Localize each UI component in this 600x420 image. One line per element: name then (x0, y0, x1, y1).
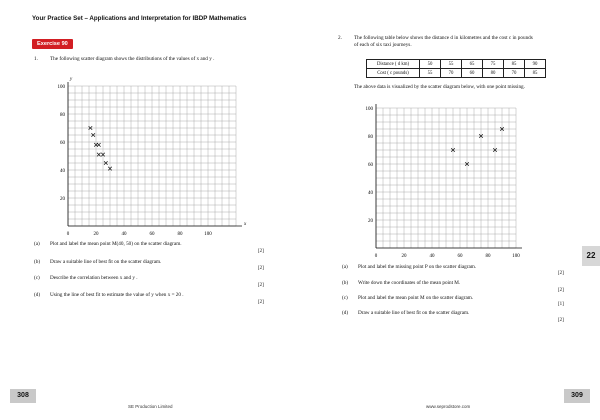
table-cell: 70 (504, 69, 525, 78)
q2-part-text: Plot and label the missing point P on the scatter diagram. (358, 264, 477, 270)
footer-left: SE Production Limited (128, 404, 173, 409)
y-tick-label: 40 (60, 168, 65, 174)
q2-text-line1: The following table below shows the distance d in kilometres and the cost c in pounds (354, 35, 533, 41)
table-cell: 60 (462, 69, 483, 78)
q1-part-text: Using the line of best fit to estimate the value of y when x = 20 . (50, 292, 184, 298)
q1-part-text: Draw a suitable line of best fit on the scatter diagram. (50, 259, 162, 265)
q1-part-marks: [2] (258, 283, 264, 288)
q2-part-text: Write down the coordinates of the mean point M. (358, 280, 461, 286)
table-cell: 65 (462, 60, 483, 69)
q1-part-text: Plot and label the mean point M(40, 50) on the scatter diagram. (50, 241, 182, 247)
x-tick-label: 0 (374, 254, 378, 259)
data-point (97, 143, 101, 147)
x-tick-label: 0 (66, 232, 70, 237)
q1-part-marks: [2] (258, 249, 264, 254)
table-cell: 50 (420, 60, 441, 69)
q2-part-label: (a) (342, 264, 348, 270)
q1-part-marks: [2] (258, 300, 264, 305)
x-tick-label: 100 (204, 232, 212, 237)
q1-part-text: Describe the correlation between x and y . (50, 275, 138, 281)
chapter-tab: 22 (582, 246, 600, 266)
y-axis-label: y (70, 77, 73, 82)
q2-number: 2. (338, 35, 342, 41)
q2-after-table-text: The above data is visualized by the scatter diagram below, with one point missing. (354, 84, 525, 90)
x-tick-label: 100 (512, 254, 520, 259)
y-tick-label: 100 (57, 84, 65, 90)
y-tick-label: 20 (60, 196, 65, 202)
table-cell: 85 (504, 60, 525, 69)
footer-right: www.seprodstore.com (426, 404, 471, 409)
x-axis-label: x (244, 222, 247, 227)
q2-part-label: (c) (342, 295, 348, 301)
table-header-cell: Distance ( d km) (367, 60, 420, 69)
x-tick-label: 80 (177, 232, 183, 237)
y-tick-label: 80 (60, 112, 65, 118)
table-cell: 90 (525, 60, 546, 69)
x-tick-label: 20 (93, 232, 99, 237)
q2-part-label: (d) (342, 310, 349, 316)
q2-part-marks: [2] (558, 318, 564, 323)
exercise-badge: Exercise 90 (32, 39, 73, 49)
x-tick-label: 40 (429, 254, 435, 259)
x-tick-label: 20 (401, 254, 407, 259)
q2-text-line2: of each of six taxi journeys. (354, 42, 412, 48)
q2-part-marks: [2] (558, 288, 564, 293)
q1-part-marks: [2] (258, 266, 264, 271)
y-tick-label: 80 (368, 134, 373, 140)
page-number-left: 308 (10, 389, 36, 403)
q2-part-text: Plot and label the mean point M on the scatter diagram. (358, 295, 474, 301)
q1-part-label: (a) (34, 241, 40, 247)
table-cell: 85 (525, 69, 546, 78)
q1-part-label: (b) (34, 259, 41, 265)
q1-number: 1. (34, 56, 38, 62)
table-cell: 70 (441, 69, 462, 78)
q2-data-table (366, 59, 546, 78)
page-header: Your Practice Set – Applications and Interpretation for IBDP Mathematics (32, 15, 247, 22)
q1-part-label: (c) (34, 275, 40, 281)
x-tick-label: 80 (485, 254, 491, 259)
x-tick-label: 60 (149, 232, 155, 237)
q2-part-label: (b) (342, 280, 349, 286)
q2-part-marks: [1] (558, 302, 564, 307)
x-tick-label: 40 (121, 232, 127, 237)
q1-scatter-chart (40, 76, 247, 241)
q1-text: The following scatter diagram shows the distributions of the values of x and y . (50, 56, 215, 62)
q2-part-text: Draw a suitable line of best fit on the scatter diagram. (358, 310, 470, 316)
q2-part-marks: [2] (558, 271, 564, 276)
table-row (367, 60, 546, 69)
q1-part-label: (d) (34, 292, 41, 298)
page-number-right: 309 (564, 389, 590, 403)
table-header-cell: Cost ( c pounds) (367, 69, 420, 78)
table-cell: 55 (420, 69, 441, 78)
y-tick-label: 100 (365, 106, 373, 112)
table-row (367, 69, 546, 78)
table-cell: 80 (483, 69, 504, 78)
y-tick-label: 40 (368, 190, 373, 196)
y-tick-label: 60 (60, 140, 65, 146)
q2-scatter-chart (358, 100, 558, 260)
y-tick-label: 60 (368, 162, 373, 168)
table-cell: 55 (441, 60, 462, 69)
table-cell: 75 (483, 60, 504, 69)
y-tick-label: 20 (368, 218, 373, 224)
x-tick-label: 60 (457, 254, 463, 259)
